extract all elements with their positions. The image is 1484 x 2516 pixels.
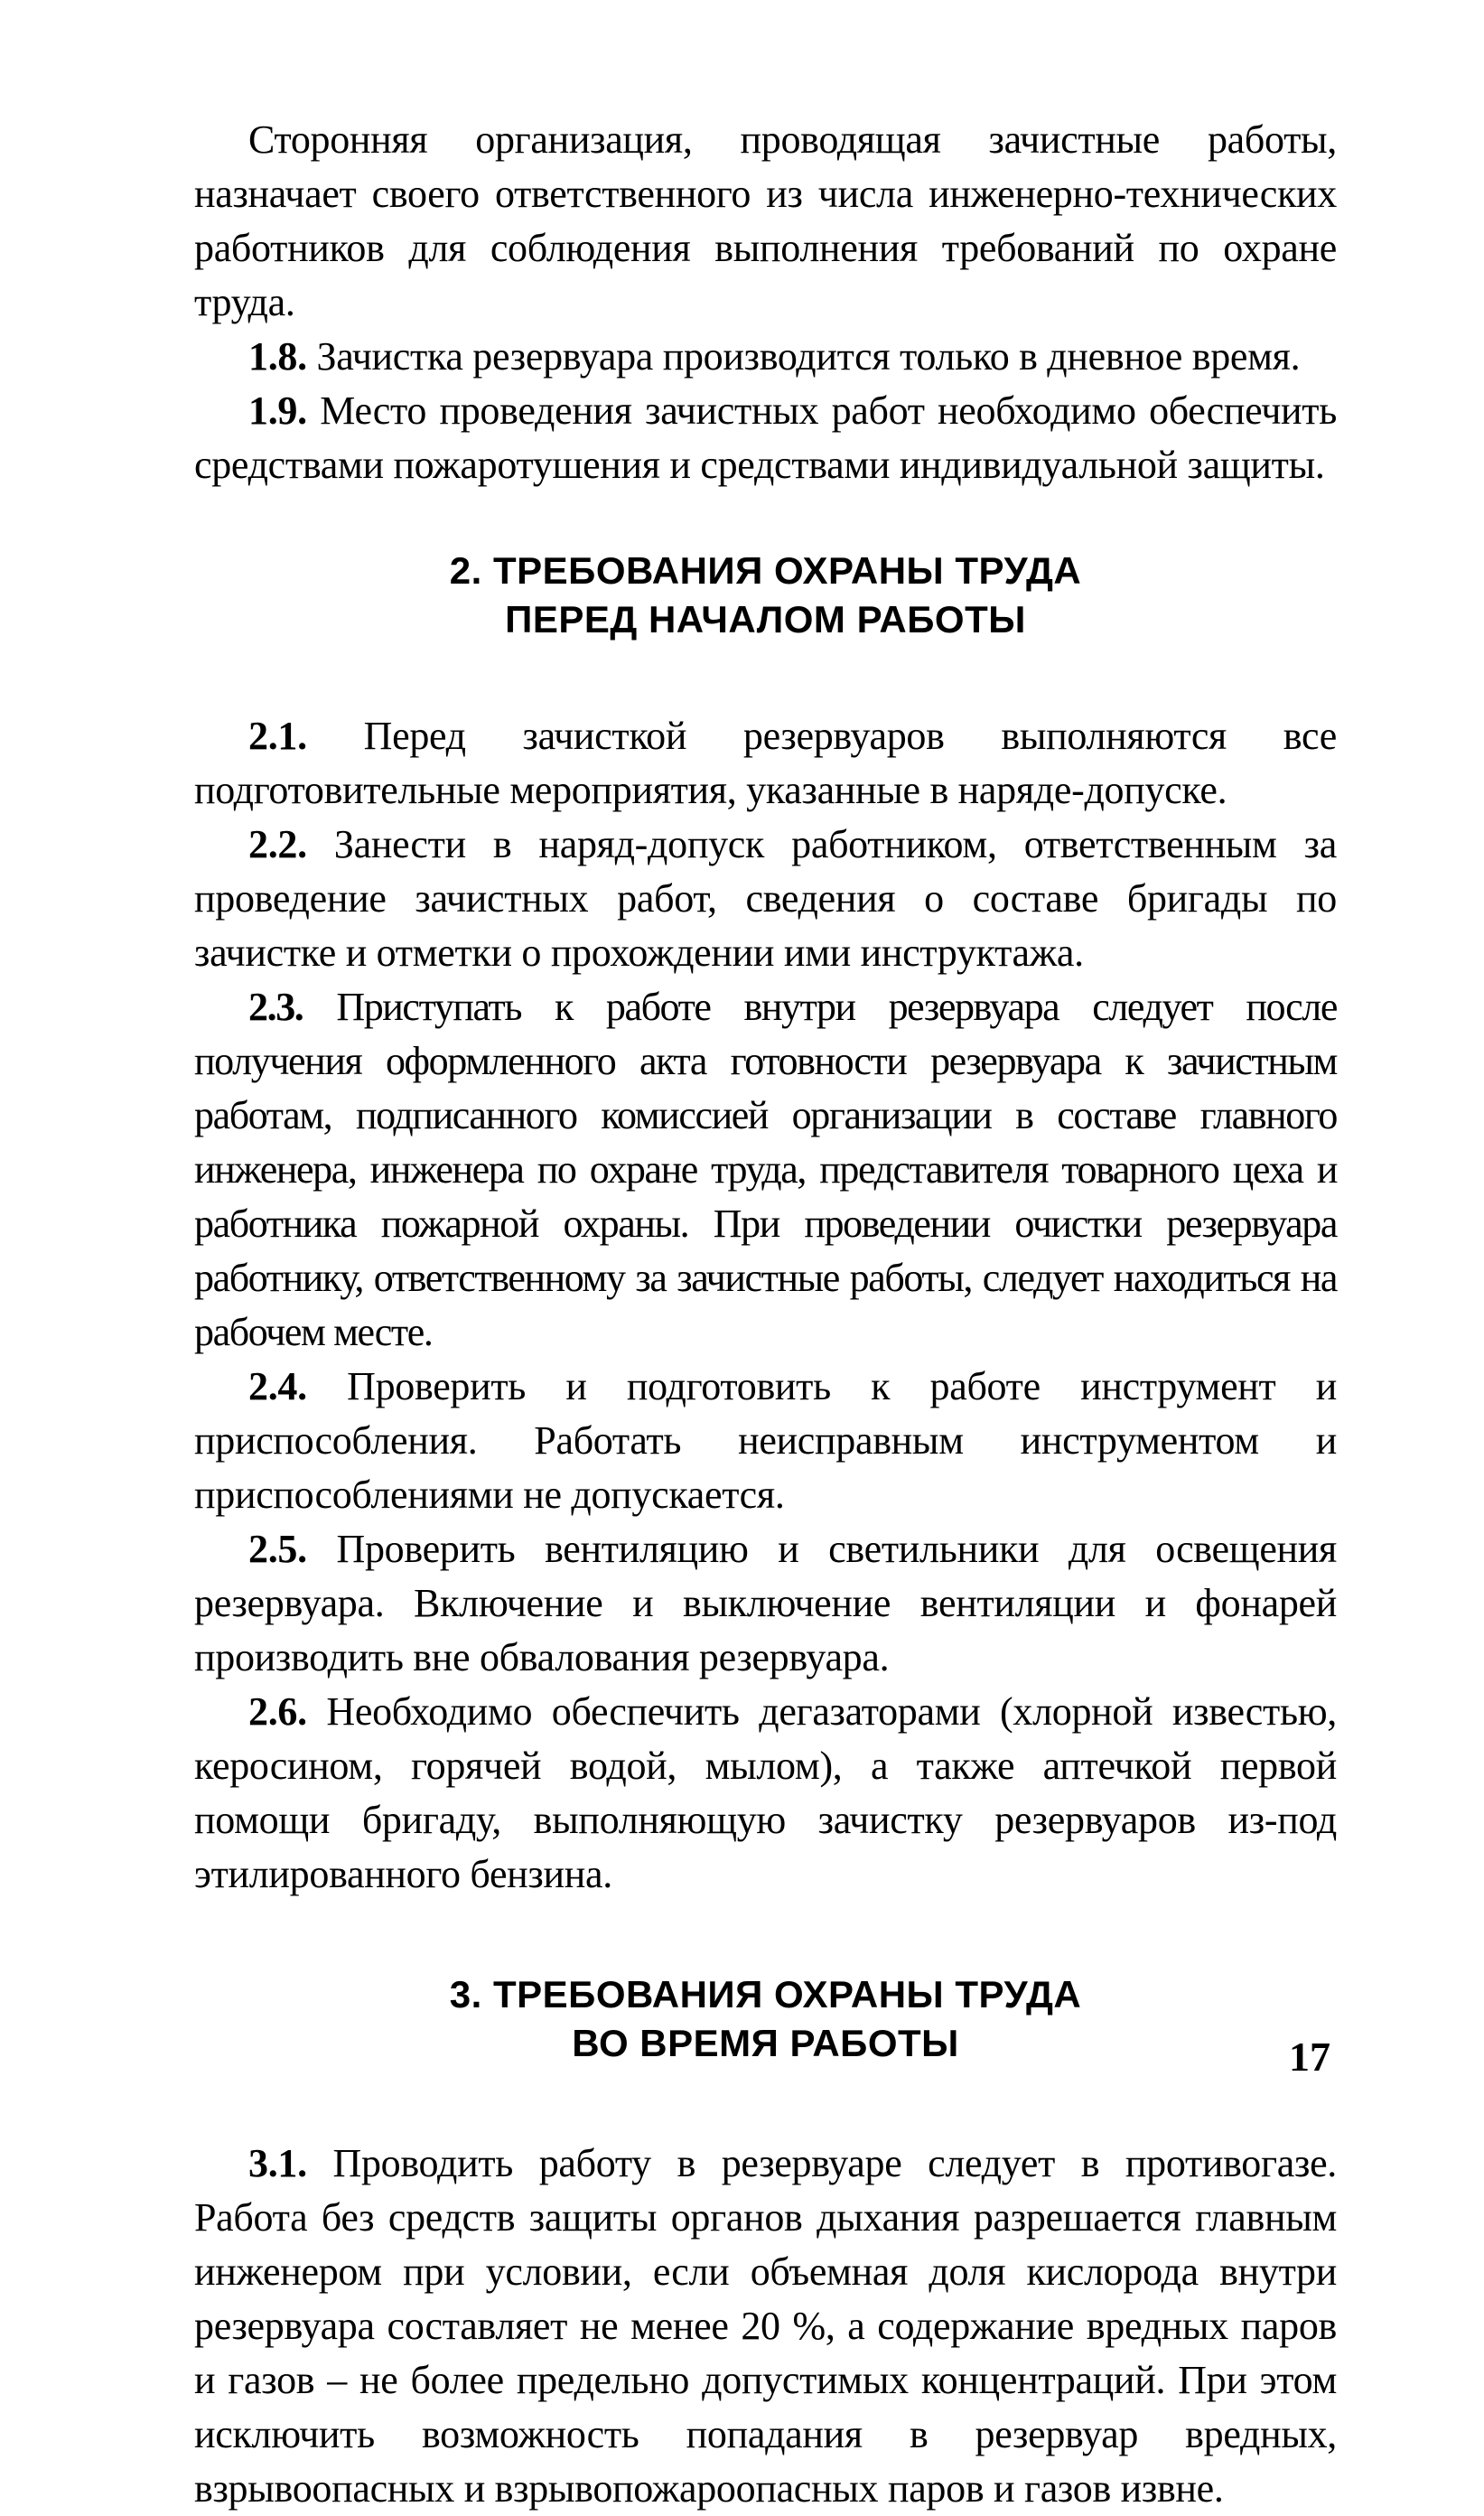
- section-2-heading-line-1: 2. ТРЕБОВАНИЯ ОХРАНЫ ТРУДА: [449, 549, 1082, 592]
- section-2-heading: [194, 547, 1337, 644]
- clause-number: 2.3.: [248, 985, 303, 1029]
- section-3-heading-line-2: ВО ВРЕМЯ РАБОТЫ: [572, 2022, 959, 2064]
- section-2-heading-line-2: ПЕРЕД НАЧАЛОМ РАБОТЫ: [505, 598, 1026, 641]
- clause-2-5: [194, 1522, 1337, 1685]
- clause-number: 2.2.: [248, 822, 307, 866]
- clause-number: 2.5.: [248, 1527, 307, 1571]
- clause-2-6: [194, 1685, 1337, 1902]
- clause-text: Проводить работу в резервуаре следует в противогазе. Работа без средств защиты органов дыхания разрешается главным инженером при условии, если объемная доля кислорода внутри резервуара составляет не менее 20 %, а содержание вредных паров и газов – не более предельно допустимых концентраций. При этом исключить возможность попадания в резервуар вредных, взрывоопасных и взрывопожароопасных паров и газов извне.: [194, 2141, 1337, 2511]
- clause-2-3: [194, 980, 1337, 1360]
- clause-text: Приступать к работе внутри резервуара следует после получения оформленного акта готовности резервуара к зачистным работам, подписанного комиссией организации в составе главного инженера, инженера по охране труда, представителя товарного цеха и работника пожарной охраны. При проведении очистки резервуара работнику, ответственному за зачистные работы, следует находиться на рабочем месте.: [194, 985, 1337, 1354]
- clause-number: 2.4.: [248, 1364, 307, 1408]
- clause-text: Перед зачисткой резервуаров выполняются все подготовительные мероприятия, указанные в наряде-допуске.: [194, 714, 1337, 812]
- intro-paragraph: Сторонняя организация, проводящая зачистные работы, назначает своего ответственного из числа инженерно-технических работников для соблюдения выполнения требований по охране труда.: [194, 117, 1337, 324]
- clause-number: 1.8.: [248, 334, 307, 379]
- clause-number: 3.1.: [248, 2141, 307, 2185]
- clause-2-1: [194, 709, 1337, 818]
- clause-3-1: [194, 2137, 1337, 2516]
- clause-text: Проверить вентиляцию и светильники для освещения резервуара. Включение и выключение вентиляции и фонарей производить вне обвалования резервуара.: [194, 1527, 1337, 1679]
- clause-number: 1.9.: [248, 388, 307, 433]
- document-page: [194, 113, 1337, 2516]
- clause-text: Зачистка резервуара производится только в дневное время.: [306, 334, 1301, 379]
- clause-text: Занести в наряд-допуск работником, ответственным за проведение зачистных работ, сведения о составе бригады по зачистке и отметки о прохождении ими инструктажа.: [194, 822, 1337, 975]
- clause-number: 2.6.: [248, 1689, 307, 1734]
- clause-number: 2.1.: [248, 714, 307, 758]
- clause-text: Проверить и подготовить к работе инструмент и приспособления. Работать неисправным инструментом и приспособлениями не допускается.: [194, 1364, 1337, 1517]
- clause-text: Место проведения зачистных работ необходимо обеспечить средствами пожаротушения и средствами индивидуальной защиты.: [194, 388, 1337, 487]
- clause-text: Необходимо обеспечить дегазаторами (хлорной известью, керосином, горячей водой, мылом), а также аптечкой первой помощи бригаду, выполняющую зачистку резервуаров из-под этилированного бензина.: [194, 1689, 1337, 1896]
- section-3-heading: [194, 1970, 1337, 2068]
- clause-1-8: [194, 330, 1337, 384]
- page-number: 17: [1289, 2034, 1330, 2080]
- section-3-heading-line-1: 3. ТРЕБОВАНИЯ ОХРАНЫ ТРУДА: [449, 1973, 1082, 2016]
- clause-2-2: [194, 818, 1337, 980]
- clause-2-4: [194, 1360, 1337, 1522]
- clause-1-9: [194, 384, 1337, 492]
